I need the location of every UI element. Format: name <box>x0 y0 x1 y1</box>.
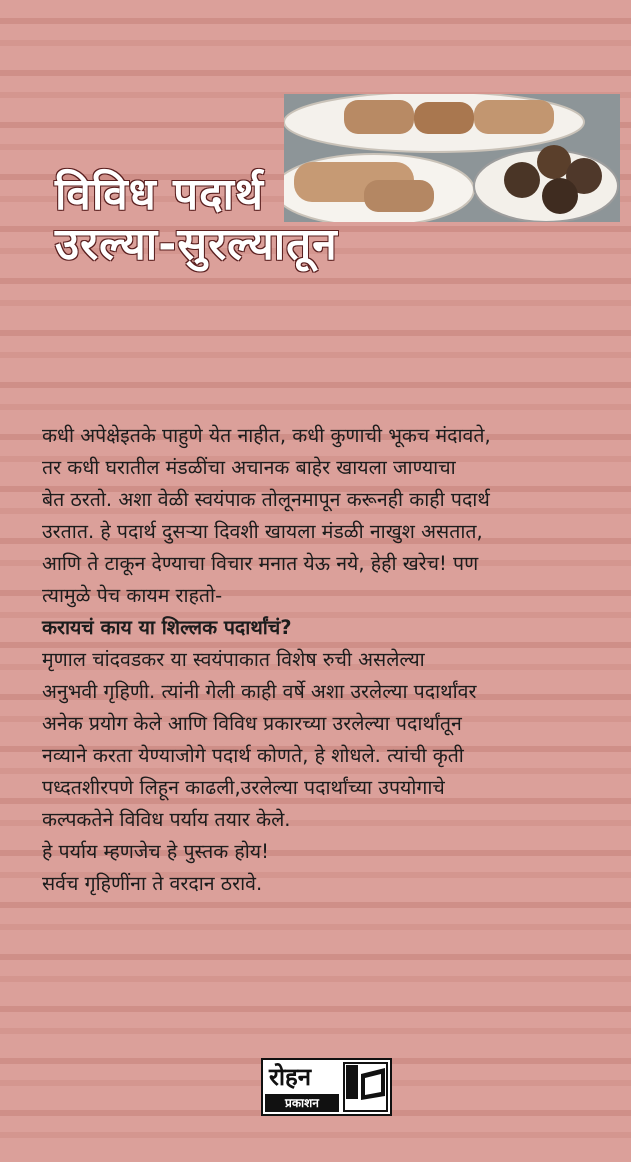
blurb-line: हे पर्याय म्हणजेच हे पुस्तक होय! <box>42 840 269 863</box>
blurb-line: अनेक प्रयोग केले आणि विविध प्रकारच्या उरलेल्या पदार्थांतून <box>42 712 462 735</box>
blurb-line: अनुभवी गृहिणी. त्यांनी गेली काही वर्षे अशा उरलेल्या पदार्थांवर <box>42 680 477 703</box>
blurb-line: नव्याने करता येण्याजोगे पदार्थ कोणते, हे शोधले. त्यांची कृती <box>42 744 464 767</box>
publisher-subtitle: प्रकाशन <box>265 1094 339 1112</box>
blurb-line: उरतात. हे पदार्थ दुसऱ्या दिवशी खायला मंडळी नाखुश असतात, <box>42 520 483 543</box>
blurb-line: तर कधी घरातील मंडळींचा अचानक बाहेर खायला जाण्याचा <box>42 456 456 479</box>
publisher-logo <box>261 1058 392 1116</box>
blurb-line: आणि ते टाकून देण्याचा विचार मनात येऊ नये, हेही खरेच! पण <box>42 552 479 575</box>
blurb-line: कधी अपेक्षेइतके पाहुणे येत नाहीत, कधी कुणाची भूकच मंदावते, <box>42 424 491 447</box>
blurb-line: सर्वच गृहिणींना ते वरदान ठरावे. <box>42 872 263 895</box>
blurb-question: करायचं काय या शिल्लक पदार्थांचं? <box>42 616 292 639</box>
blurb-line: कल्पकतेने विविध पर्याय तयार केले. <box>42 808 291 831</box>
blurb-line: मृणाल चांदवडकर या स्वयंपाकात विशेष रुची असलेल्या <box>42 648 425 671</box>
publisher-mark-icon <box>343 1062 388 1112</box>
book-title <box>55 170 338 270</box>
title-line-1: विविध पदार्थ <box>55 169 264 220</box>
blurb-line: त्यामुळे पेच कायम राहतो- <box>42 584 223 607</box>
blurb <box>42 420 622 900</box>
publisher-name: रोहन <box>269 1063 312 1091</box>
blurb-line: पध्दतशीरपणे लिहून काढली,उरलेल्या पदार्थांच्या उपयोगाचे <box>42 776 445 799</box>
blurb-line: बेत ठरतो. अशा वेळी स्वयंपाक तोलूनमापून करूनही काही पदार्थ <box>42 488 490 511</box>
title-line-2: उरल्या-सुरल्यातून <box>55 219 338 270</box>
